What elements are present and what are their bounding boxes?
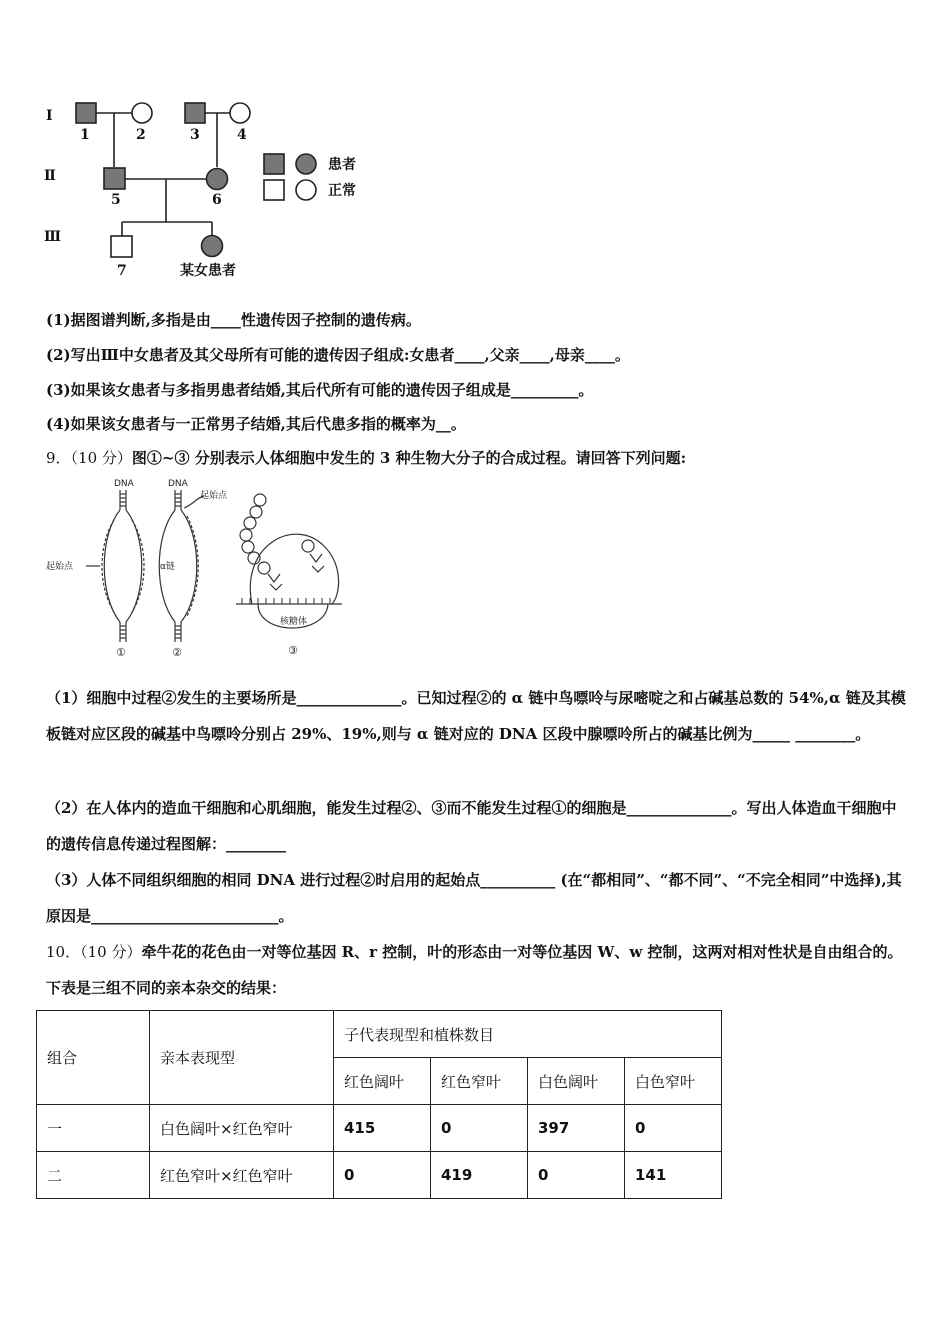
legend-normal-female: [296, 180, 316, 200]
legend-affected-male: [264, 154, 284, 174]
subheader-white-narrow: 白色窄叶: [625, 1058, 722, 1105]
id-6: 6: [212, 192, 222, 208]
results-table: [36, 1010, 722, 1199]
q9-part1: （1）细胞中过程②发生的主要场所是______________。已知过程②的 α 链中鸟嘌呤与尿嘧啶之和占碱基总数的 54%,α 链及其模板链对应区段的碱基中鸟嘌呤分别占 29%、19%,则与 α 链对应的 DNA 区段中腺嘌呤所占的碱基比例为_____ ________。: [46, 689, 906, 743]
q8-part3: (3)如果该女患者与多指男患者结婚,其后代所有可能的遗传因子组成是_________。: [46, 381, 594, 399]
individual-4-normal-female: [230, 103, 250, 123]
individual-3-affected-male: [185, 103, 205, 123]
row-parent: 红色窄叶×红色窄叶: [150, 1152, 334, 1199]
q8-part2: (2)写出Ⅲ中女患者及其父母所有可能的遗传因子组成:女患者____,父亲____,母亲____。: [46, 346, 630, 364]
q9-figure: [44, 476, 364, 658]
legend-normal-label: 正常: [328, 183, 356, 199]
fig-alpha-chain: α链: [160, 562, 175, 572]
table-row: [37, 1105, 722, 1152]
header-parent: 亲本表现型: [150, 1011, 334, 1105]
fig-number-2: ②: [172, 646, 182, 658]
subheader-red-broad: 红色阔叶: [334, 1058, 431, 1105]
row-group: 二: [37, 1152, 150, 1199]
pedigree-figure: [40, 95, 380, 285]
header-group: 组合: [37, 1011, 150, 1105]
q10-number: 10．（10 分）: [46, 943, 142, 961]
individual-1-affected-male: [76, 103, 96, 123]
individual-6-affected-female: [207, 169, 228, 190]
id-1: 1: [80, 127, 90, 143]
row-group: 一: [37, 1105, 150, 1152]
row-value: 415: [334, 1105, 431, 1152]
row-value: 397: [528, 1105, 625, 1152]
row-value: 141: [625, 1152, 722, 1199]
header-offspring: 子代表现型和植株数目: [334, 1011, 722, 1058]
row-value: 0: [334, 1152, 431, 1199]
q8-part4: (4)如果该女患者与一正常男子结婚,其后代患多指的概率为__。: [46, 415, 466, 433]
proband-affected-female: [202, 236, 223, 257]
subheader-white-broad: 白色阔叶: [528, 1058, 625, 1105]
row-value: 0: [431, 1105, 528, 1152]
q8-part1: (1)据图谱判断,多指是由____性遗传因子控制的遗传病。: [46, 311, 421, 329]
q9-stem: [46, 448, 686, 468]
q9-part3: （3）人体不同组织细胞的相同 DNA 进行过程②时启用的起始点__________ (在“都相同”、“都不同”、“不完全相同”中选择),其原因是_________________________。: [46, 871, 902, 925]
gen-label-1: Ⅰ: [46, 108, 53, 124]
fig-number-1: ①: [116, 646, 126, 658]
id-4: 4: [237, 127, 247, 143]
q10-stem: [46, 934, 906, 1006]
fig-number-3: ③: [288, 644, 298, 657]
table-row: [37, 1152, 722, 1199]
id-2: 2: [136, 127, 146, 143]
legend-normal-male: [264, 180, 284, 200]
individual-2-normal-female: [132, 103, 152, 123]
q10-stem-text: 牵牛花的花色由一对等位基因 R、r 控制，叶的形态由一对等位基因 W、w 控制，这两对相对性状是自由组合的。下表是三组不同的亲本杂交的结果：: [46, 943, 903, 997]
id-3: 3: [190, 127, 200, 143]
individual-5-affected-male: [104, 168, 125, 189]
row-value: 0: [528, 1152, 625, 1199]
row-parent: 白色阔叶×红色窄叶: [150, 1105, 334, 1152]
gen-label-2: Ⅱ: [44, 168, 56, 184]
legend-affected-female: [296, 154, 316, 174]
gen-label-3: Ⅲ: [44, 229, 62, 245]
fig-origin-left: 起始点: [46, 562, 74, 572]
fig-dna-label-1: DNA: [114, 479, 134, 489]
proband-label: 某女患者: [180, 263, 236, 279]
q9-stem-text: 图①~③ 分别表示人体细胞中发生的 3 种生物大分子的合成过程。请回答下列问题:: [131, 449, 687, 467]
fig-dna-label-2: DNA: [168, 479, 188, 489]
fig-origin-top: 起始点: [200, 491, 228, 501]
legend-affected-label: 患者: [328, 157, 356, 173]
id-5: 5: [111, 192, 121, 208]
q9-number: 9．（10 分）: [46, 449, 132, 467]
id-7: 7: [117, 263, 127, 279]
subheader-red-narrow: 红色窄叶: [431, 1058, 528, 1105]
fig-ribosome: 核糖体: [280, 617, 308, 627]
individual-7-normal-male: [111, 236, 132, 257]
row-value: 0: [625, 1105, 722, 1152]
row-value: 419: [431, 1152, 528, 1199]
q9-part2: （2）在人体内的造血干细胞和心肌细胞，能发生过程②、③而不能发生过程①的细胞是______________。写出人体造血干细胞中的遗传信息传递过程图解：________: [46, 799, 897, 853]
